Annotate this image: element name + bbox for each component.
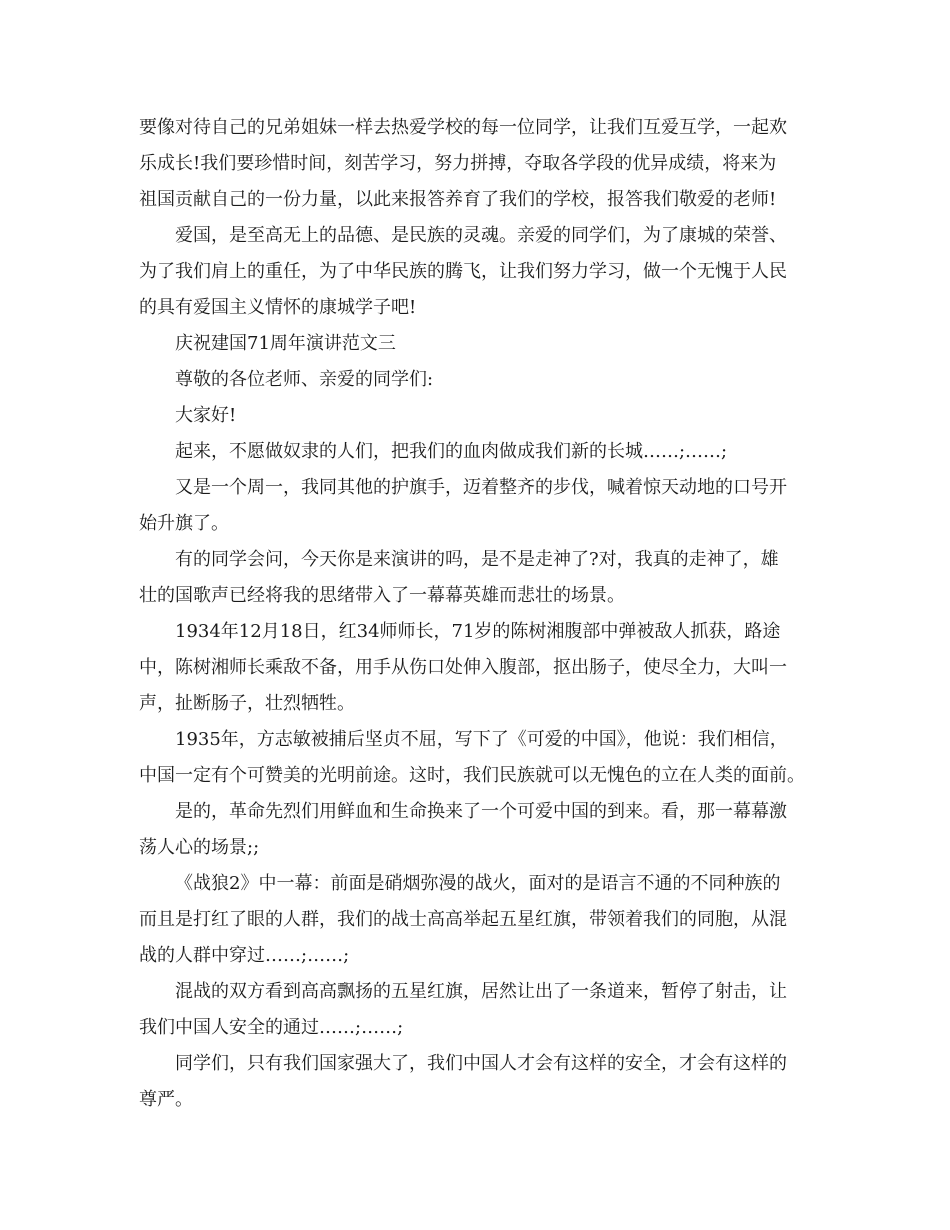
paragraph-start: 1934年12月18日，红34师师长，71岁的陈树湘腹部中弹被敌人抓获，路途 — [175, 621, 781, 642]
paragraph-start: 1935年，方志敏被捕后坚贞不屈，写下了《可爱的中国》，他说：我们相信， — [175, 729, 788, 750]
text-line: 乐成长!我们要珍惜时间，刻苦学习，努力拼搏，夺取各学段的优异成绩，将来为 — [139, 153, 777, 174]
text-line: 声，扯断肠子，壮烈牺牲。 — [139, 693, 355, 714]
greeting: 大家好! — [175, 405, 237, 426]
section-title: 庆祝建国71周年演讲范文三 — [175, 333, 396, 354]
text-line: 战的人群中穿过……;……; — [139, 945, 350, 966]
paragraph-start: 有的同学会问，今天你是来演讲的吗，是不是走神了?对，我真的走神了，雄 — [175, 549, 779, 570]
paragraph-start: 起来，不愿做奴隶的人们，把我们的血肉做成我们新的长城……;……; — [175, 441, 728, 462]
text-line: 祖国贡献自己的一份力量，以此来报答养育了我们的学校，报答我们敬爱的老师! — [139, 189, 777, 210]
paragraph-start: 同学们，只有我们国家强大了，我们中国人才会有这样的安全，才会有这样的 — [175, 1053, 787, 1074]
text-line: 要像对待自己的兄弟姐妹一样去热爱学校的每一位同学，让我们互爱互学，一起欢 — [139, 117, 787, 138]
text-line: 中国一定有个可赞美的光明前途。这时，我们民族就可以无愧色的立在人类的面前。 — [139, 765, 805, 786]
text-line: 荡人心的场景;; — [139, 837, 260, 858]
text-line: 的具有爱国主义情怀的康城学子吧! — [139, 297, 417, 318]
paragraph-start: 是的，革命先烈们用鲜血和生命换来了一个可爱中国的到来。看，那一幕幕激 — [175, 801, 787, 822]
text-line: 为了我们肩上的重任，为了中华民族的腾飞，让我们努力学习，做一个无愧于人民 — [139, 261, 787, 282]
paragraph-start: 混战的双方看到高高飘扬的五星红旗，居然让出了一条道来，暂停了射击，让 — [175, 981, 787, 1002]
text-line: 尊严。 — [139, 1089, 193, 1110]
text-line: 而且是打红了眼的人群，我们的战士高高举起五星红旗，带领着我们的同胞，从混 — [139, 909, 787, 930]
text-line: 壮的国歌声已经将我的思绪带入了一幕幕英雄而悲壮的场景。 — [139, 585, 625, 606]
text-line: 中，陈树湘师长乘敌不备，用手从伤口处伸入腹部，抠出肠子，使尽全力，大叫一 — [139, 657, 787, 678]
paragraph-start: 爱国，是至高无上的品德、是民族的灵魂。亲爱的同学们，为了康城的荣誉、 — [175, 225, 787, 246]
text-line: 始升旗了。 — [139, 513, 229, 534]
paragraph-start: 《战狼2》中一幕：前面是硝烟弥漫的战火，面对的是语言不通的不同种族的 — [175, 873, 781, 894]
paragraph-start: 又是一个周一，我同其他的护旗手，迈着整齐的步伐，喊着惊天动地的口号开 — [175, 477, 787, 498]
salutation: 尊敬的各位老师、亲爱的同学们: — [175, 369, 434, 390]
text-line: 我们中国人安全的通过……;……; — [139, 1017, 404, 1038]
